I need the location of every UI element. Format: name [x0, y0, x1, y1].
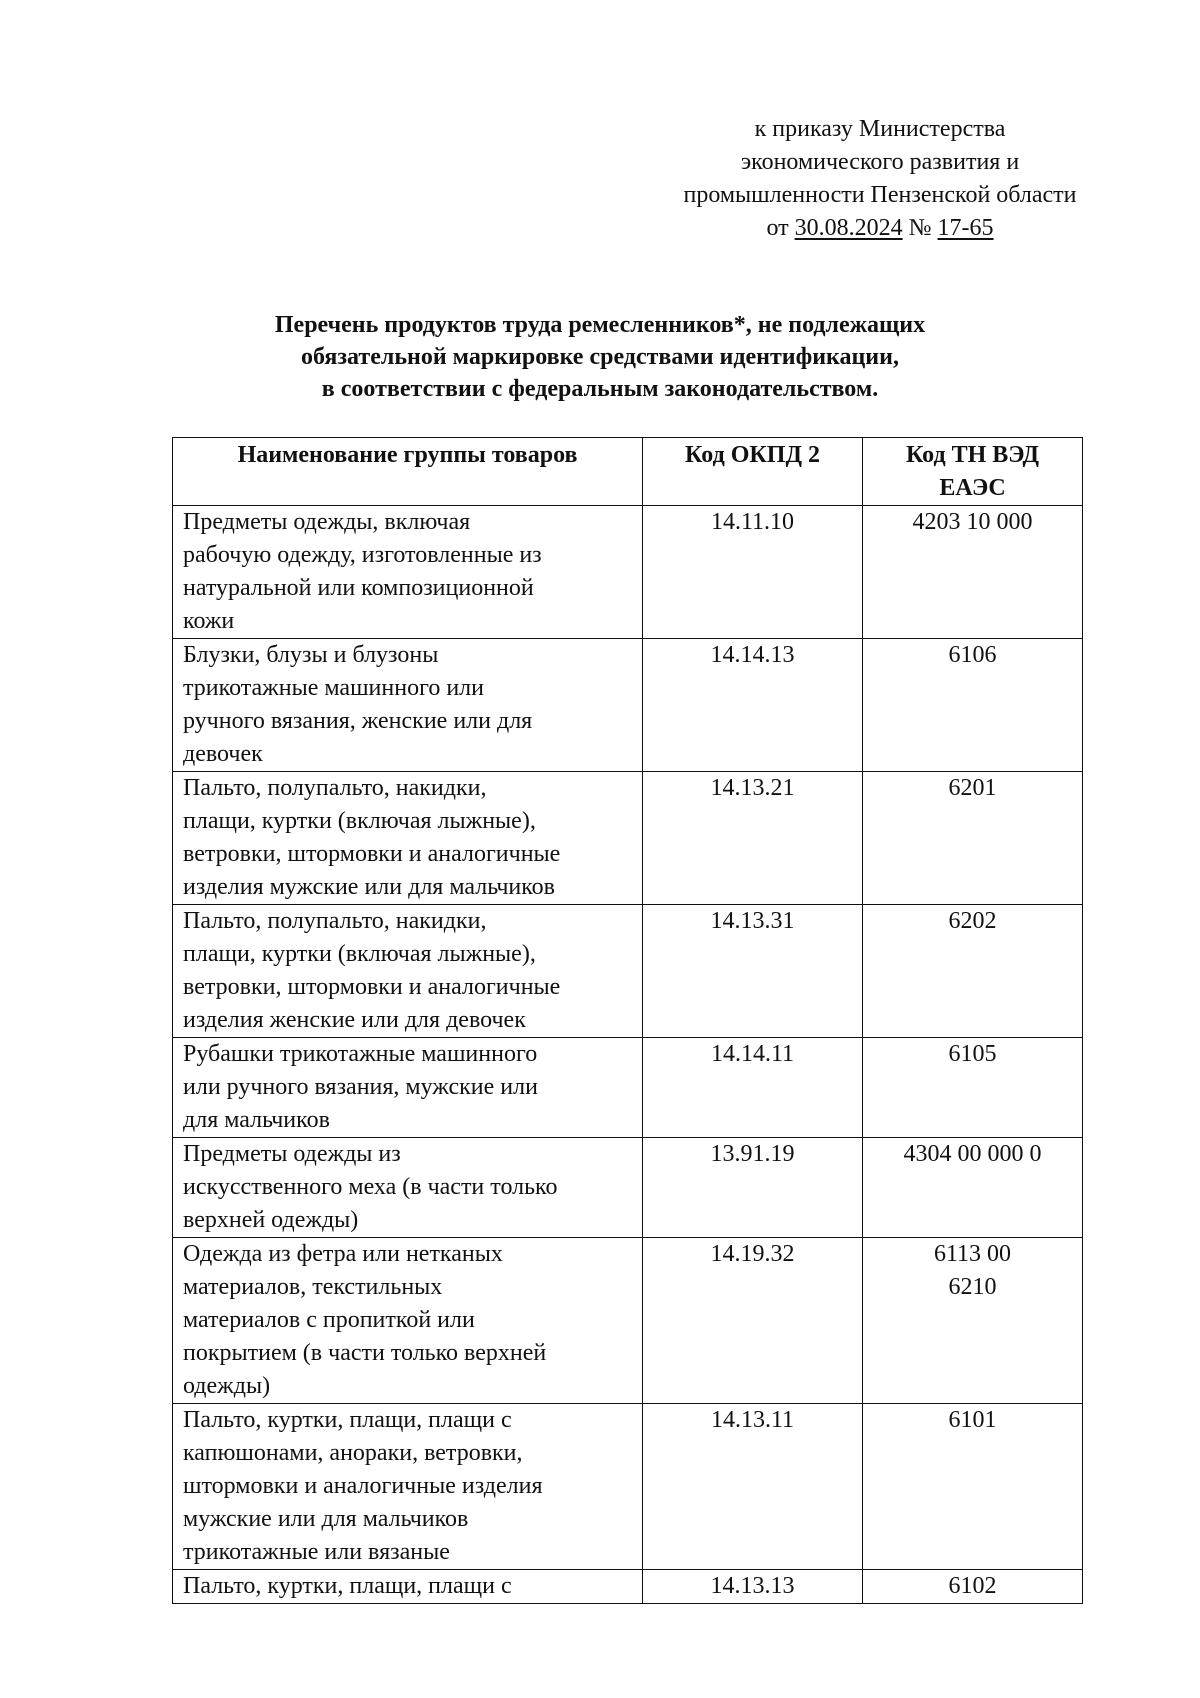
- document-title: [150, 309, 1050, 405]
- table-row: [173, 1404, 1083, 1570]
- cell-name: [173, 772, 643, 905]
- cell-name-line: изделия мужские или для мальчиков: [183, 874, 555, 900]
- cell-name-line: искусственного меха (в части только: [183, 1174, 558, 1200]
- header-okpd: Код ОКПД 2: [643, 438, 863, 506]
- table-row: [173, 905, 1083, 1038]
- title-line-3: в соответствии с федеральным законодательством.: [321, 376, 879, 402]
- table-row: [173, 639, 1083, 772]
- cell-name-line: трикотажные машинного или: [183, 675, 484, 701]
- cell-name-line: Предметы одежды из: [183, 1141, 401, 1167]
- cell-okpd: 14.14.13: [643, 639, 863, 772]
- cell-name-line: ручного вязания, женские или для: [183, 708, 533, 734]
- annex-line-3: промышленности Пензенской области: [683, 182, 1077, 208]
- header-tnved-line-2: ЕАЭС: [939, 475, 1006, 501]
- cell-tnved: [863, 1238, 1083, 1404]
- cell-name: [173, 1038, 643, 1138]
- header-tnved-line-1: Код ТН ВЭД: [905, 442, 1040, 468]
- cell-name-line: плащи, куртки (включая лыжные),: [183, 808, 536, 834]
- cell-tnved-line: 6102: [948, 1573, 997, 1599]
- cell-name-line: Блузки, блузы и блузоны: [183, 642, 439, 668]
- cell-tnved: [863, 1138, 1083, 1238]
- annex-date: 30.08.2024: [794, 215, 903, 241]
- cell-tnved-line: 6201: [948, 775, 997, 801]
- cell-tnved: [863, 1570, 1083, 1604]
- cell-tnved-line: 6105: [948, 1041, 997, 1067]
- cell-tnved-line: 6101: [948, 1407, 997, 1433]
- cell-name-line: плащи, куртки (включая лыжные),: [183, 941, 536, 967]
- annex-date-prefix: от: [766, 215, 789, 241]
- cell-name-line: Пальто, полупальто, накидки,: [183, 775, 487, 801]
- cell-tnved-line: 4304 00 000 0: [903, 1141, 1042, 1167]
- table-row: [173, 772, 1083, 905]
- cell-name-line: Предметы одежды, включая: [183, 509, 471, 535]
- cell-name-line: одежды): [183, 1373, 271, 1399]
- cell-name-line: трикотажные или вязаные: [183, 1539, 450, 1565]
- cell-okpd: 14.13.11: [643, 1404, 863, 1570]
- table-header-row: [173, 438, 1083, 506]
- cell-tnved: [863, 772, 1083, 905]
- cell-name-line: мужские или для мальчиков: [183, 1506, 469, 1532]
- cell-name-line: для мальчиков: [183, 1107, 330, 1133]
- cell-name-line: кожи: [183, 608, 235, 634]
- cell-okpd: 14.13.21: [643, 772, 863, 905]
- cell-name-line: верхней одежды): [183, 1207, 359, 1233]
- cell-name-line: Рубашки трикотажные машинного: [183, 1041, 538, 1067]
- cell-tnved: [863, 639, 1083, 772]
- title-line-1: Перечень продуктов труда ремесленников*, не подлежащих: [274, 312, 926, 338]
- cell-name-line: или ручного вязания, мужские или: [183, 1074, 538, 1100]
- header-tnved: [863, 438, 1083, 506]
- cell-name-line: Пальто, куртки, плащи, плащи с: [183, 1407, 512, 1433]
- cell-name: [173, 1404, 643, 1570]
- cell-name: [173, 905, 643, 1038]
- cell-okpd: 13.91.19: [643, 1138, 863, 1238]
- cell-name: [173, 1138, 643, 1238]
- cell-tnved: [863, 1038, 1083, 1138]
- annex-number-sign: №: [908, 215, 932, 241]
- cell-name-line: рабочую одежду, изготовленные из: [183, 542, 542, 568]
- cell-name: [173, 639, 643, 772]
- cell-name-line: девочек: [183, 741, 263, 767]
- cell-name-line: штормовки и аналогичные изделия: [183, 1473, 543, 1499]
- cell-name: [173, 506, 643, 639]
- table-row: [173, 1238, 1083, 1404]
- annex-line-2: экономического развития и: [740, 149, 1020, 175]
- cell-name-line: Одежда из фетра или нетканых: [183, 1241, 503, 1267]
- annex-line-1: к приказу Министерства: [754, 116, 1006, 142]
- cell-name: [173, 1238, 643, 1404]
- cell-tnved: [863, 506, 1083, 639]
- cell-tnved-line: 4203 10 000: [912, 509, 1033, 535]
- cell-okpd: 14.13.31: [643, 905, 863, 1038]
- table-body: [173, 506, 1083, 1604]
- cell-name-line: капюшонами, анораки, ветровки,: [183, 1440, 523, 1466]
- title-line-2: обязательной маркировке средствами идентификации,: [301, 344, 899, 370]
- goods-table: [172, 437, 1083, 1604]
- cell-tnved: [863, 905, 1083, 1038]
- cell-name-line: ветровки, штормовки и аналогичные: [183, 841, 561, 867]
- header-name: Наименование группы товаров: [173, 438, 643, 506]
- cell-name-line: покрытием (в части только верхней: [183, 1340, 547, 1366]
- cell-okpd: 14.13.13: [643, 1570, 863, 1604]
- annex-date-line: [610, 212, 1150, 245]
- table-row: [173, 506, 1083, 639]
- table-row: [173, 1138, 1083, 1238]
- cell-name-line: ветровки, штормовки и аналогичные: [183, 974, 561, 1000]
- cell-okpd: 14.11.10: [643, 506, 863, 639]
- cell-name-line: Пальто, куртки, плащи, плащи с: [183, 1573, 512, 1599]
- cell-name-line: материалов с пропиткой или: [183, 1307, 475, 1333]
- cell-tnved-line: 6113 00: [933, 1241, 1012, 1267]
- cell-name-line: натуральной или композиционной: [183, 575, 534, 601]
- cell-okpd: 14.14.11: [643, 1038, 863, 1138]
- cell-tnved-line: 6106: [948, 642, 997, 668]
- cell-name: [173, 1570, 643, 1604]
- cell-name-line: материалов, текстильных: [183, 1274, 443, 1300]
- table-row: [173, 1038, 1083, 1138]
- cell-tnved-line: 6210: [948, 1274, 997, 1300]
- annex-number: 17-65: [937, 215, 994, 241]
- annex-header: [610, 113, 1150, 245]
- cell-tnved: [863, 1404, 1083, 1570]
- cell-name-line: изделия женские или для девочек: [183, 1007, 526, 1033]
- table-row: [173, 1570, 1083, 1604]
- cell-okpd: 14.19.32: [643, 1238, 863, 1404]
- cell-tnved-line: 6202: [948, 908, 997, 934]
- cell-name-line: Пальто, полупальто, накидки,: [183, 908, 487, 934]
